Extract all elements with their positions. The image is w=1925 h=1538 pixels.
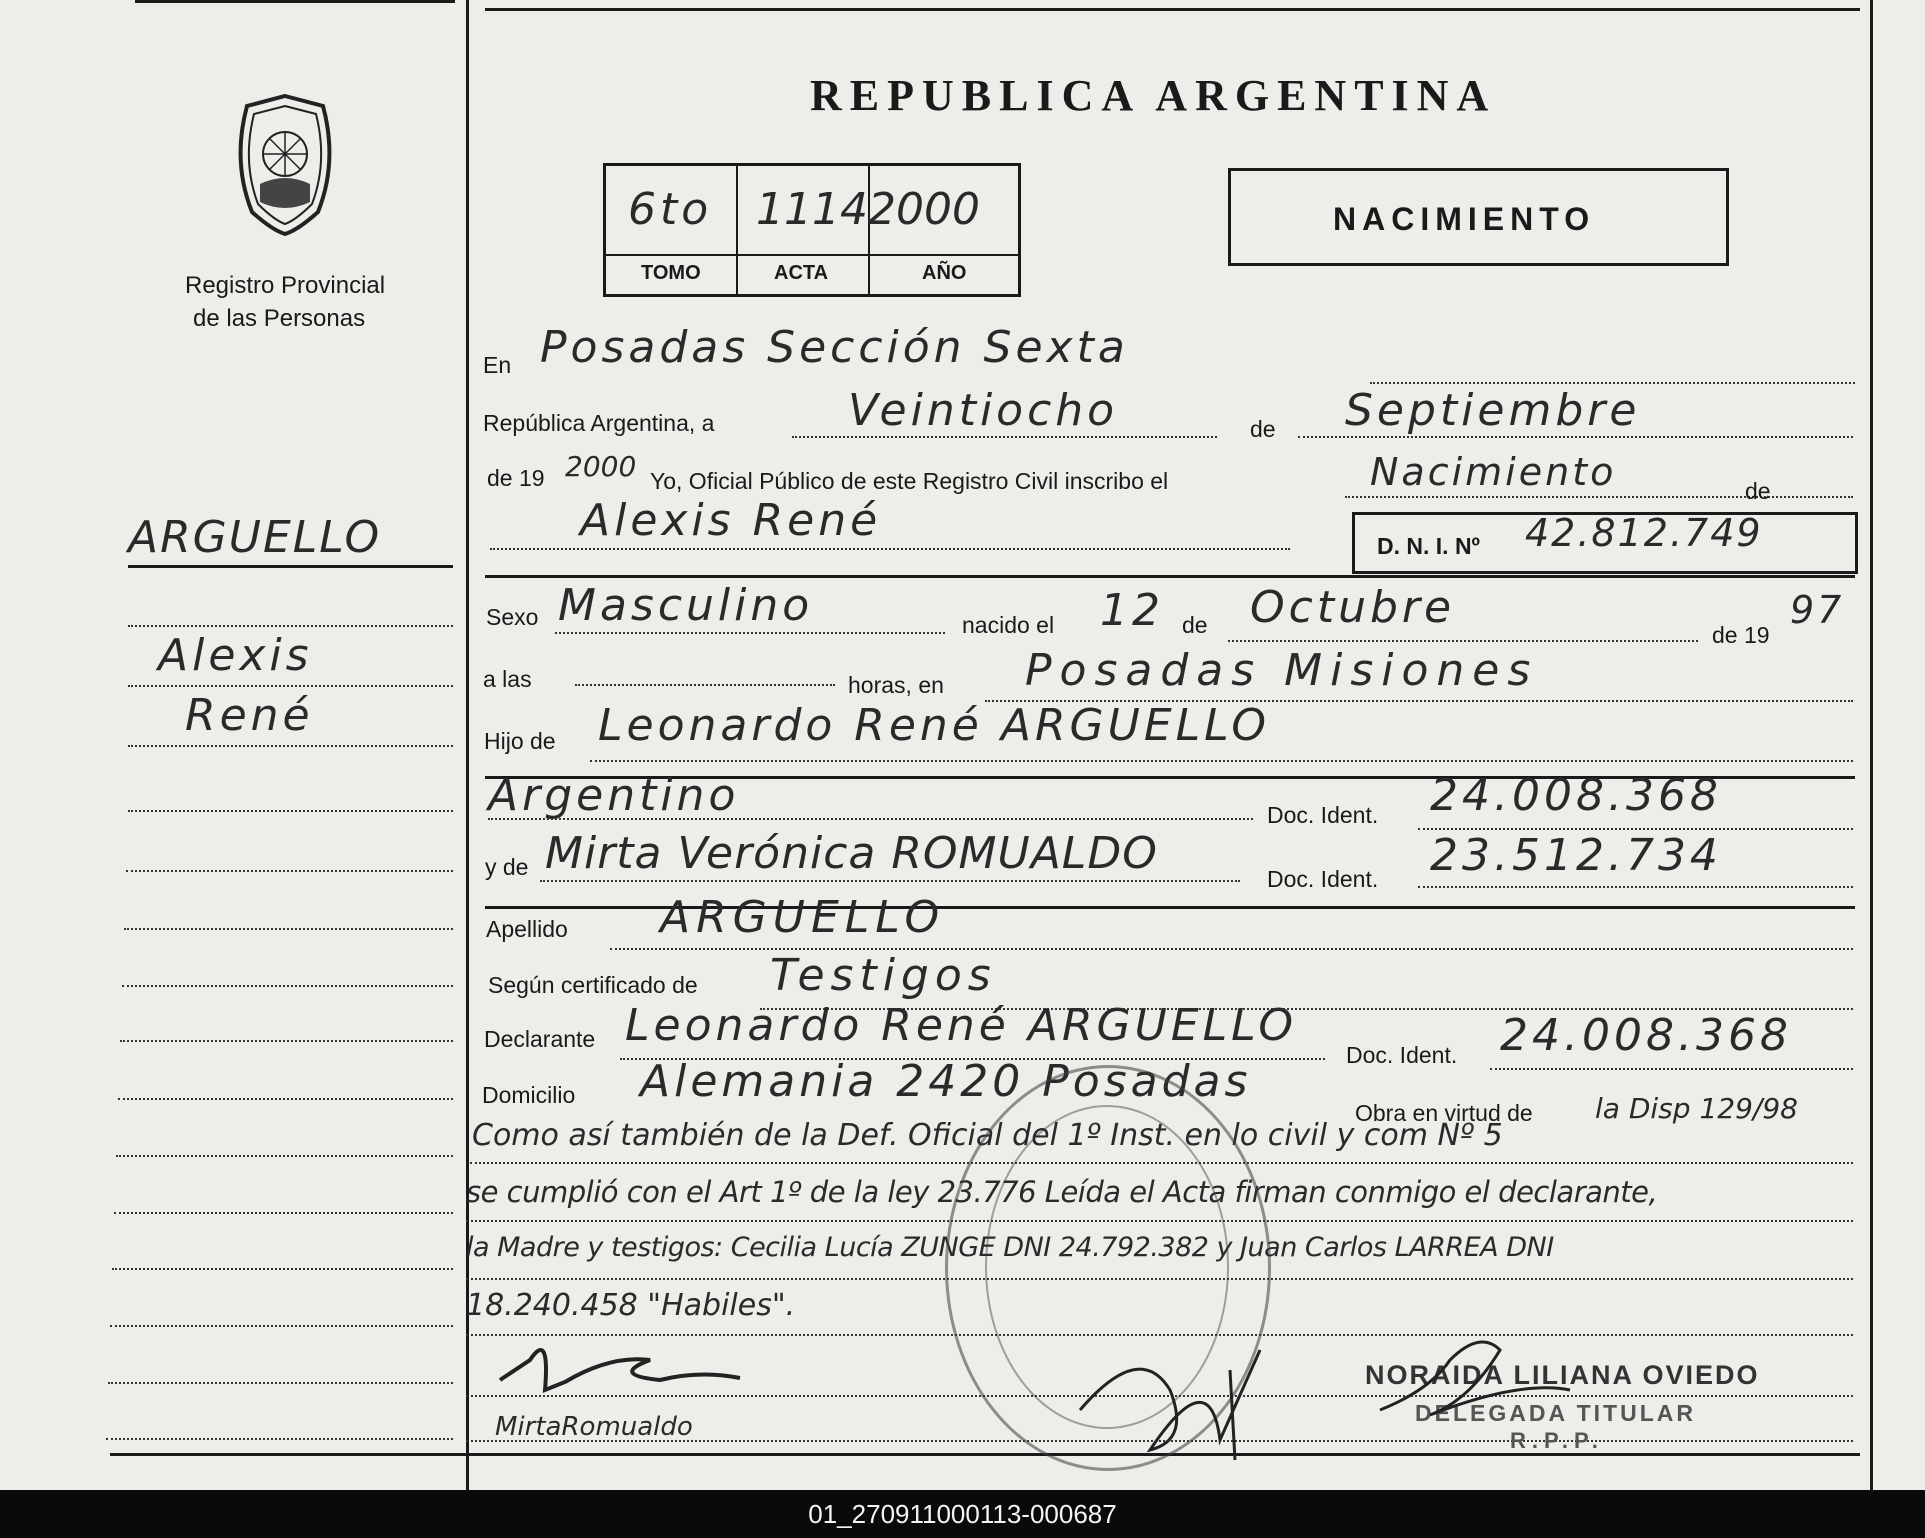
field-madre-doc: 23.512.734 [1430,830,1722,881]
label-republica: República Argentina, a [483,410,715,436]
field-lugar: Posadas Sección Sexta [540,322,1129,373]
official-signature [1060,1330,1280,1470]
label-nacido-el: nacido el [962,612,1055,638]
field-declarante: Leonardo René ARGUELLO [625,1000,1297,1051]
note-line-4: 18.240.458 "Habiles". [466,1288,796,1323]
label-doc-ident-1: Doc. Ident. [1267,802,1379,828]
record-type-label: NACIMIENTO [1333,201,1596,237]
field-dni: 42.812.749 [1525,511,1763,555]
label-declarante: Declarante [484,1026,596,1052]
field-sexo: Masculino [558,580,814,631]
field-padre-doc: 24.008.368 [1430,770,1722,821]
declarant-signature [490,1320,790,1410]
registry-name-line2: de las Personas [193,305,366,332]
ano-value: 2000 [868,184,980,235]
field-declarante-doc: 24.008.368 [1500,1010,1792,1061]
label-de-19b: de 19 [1712,622,1770,648]
margin-surname: ARGUELLO [128,512,382,563]
label-de-1: de [1250,416,1276,442]
label-doc-ident-3: Doc. Ident. [1346,1042,1458,1068]
official-name: NORAIDA LILIANA OVIEDO [1365,1360,1760,1390]
label-dni: D. N. I. Nº [1377,533,1480,559]
field-padre: Leonardo René ARGUELLO [598,700,1270,751]
note-line-2: se cumplió con el Art 1º de la ley 23.776 Leída el Acta firman conmigo el declarante, [466,1175,1658,1209]
field-mes-nac: Octubre [1250,582,1456,633]
note-line-1: Como así también de la Def. Oficial del 1º Inst. en lo civil y com Nº 5 [472,1118,1503,1153]
seal-emblem-icon [228,92,343,237]
official-title: DELEGADA TITULAR [1415,1400,1696,1426]
official-org: R.P.P. [1510,1428,1604,1453]
label-en: En [483,352,512,378]
country-title: REPUBLICA ARGENTINA [810,71,1497,120]
field-dia-nac: 12 [1100,585,1164,636]
label-hijo-de: Hijo de [484,728,556,754]
field-madre: Mirta Verónica ROMUALDO [545,828,1158,879]
label-de-2: de [1745,478,1771,504]
field-mes: Septiembre [1345,385,1641,436]
mother-signature: MirtaRomualdo [495,1412,693,1442]
label-de-19: de 19 [487,465,545,491]
field-anio-nac: 97 [1790,588,1845,632]
top-rule-left [135,0,455,3]
field-anio: 2000 [565,450,637,483]
label-obra: Obra en virtud de [1355,1100,1533,1126]
margin-divider [466,0,469,1490]
label-doc-ident-2: Doc. Ident. [1267,866,1379,892]
label-yo-oficial: Yo, Oficial Público de este Registro Civil inscribo el [650,468,1169,494]
label-segun: Según certificado de [488,972,698,998]
registry-name-line1: Registro Provincial [185,272,386,299]
field-apellido: ARGUELLO [660,892,946,943]
field-lugar-nac: Posadas Misiones [1025,645,1539,696]
margin-given2: René [185,690,314,741]
field-acto: Nacimiento [1370,450,1617,494]
province-seal [228,92,343,237]
delegate-signature [1370,1320,1590,1440]
label-de-3: de [1182,612,1208,638]
field-nombre: Alexis René [580,495,882,546]
note-line-3: la Madre y testigos: Cecilia Lucía ZUNGE DNI 24.792.382 y Juan Carlos LARREA DNI [466,1232,1554,1263]
label-domicilio: Domicilio [482,1082,576,1108]
right-border [1870,0,1873,1490]
field-disposicion: la Disp 129/98 [1595,1092,1798,1125]
top-rule [485,8,1860,11]
dni-box [1352,512,1858,574]
acta-label: ACTA [774,262,829,284]
field-dia: Veintiocho [848,385,1119,436]
label-sexo: Sexo [486,604,539,630]
field-domicilio: Alemania 2420 Posadas [640,1056,1252,1107]
margin-given1: Alexis [158,630,313,681]
acta-value: 1114 [756,184,868,235]
label-apellido: Apellido [486,916,568,942]
field-certificado: Testigos [770,950,997,1001]
tomo-label: TOMO [641,262,701,284]
record-type-box [1228,168,1729,266]
label-horas-en: horas, en [848,672,944,698]
field-padre-nac: Argentino [488,770,740,821]
label-a-las: a las [483,666,532,692]
record-number-table [603,163,1021,297]
scan-identifier: 01_270911000113-000687 [0,1490,1925,1538]
ano-label: AÑO [922,262,967,284]
label-y-de: y de [485,854,529,880]
tomo-value: 6to [628,184,713,235]
